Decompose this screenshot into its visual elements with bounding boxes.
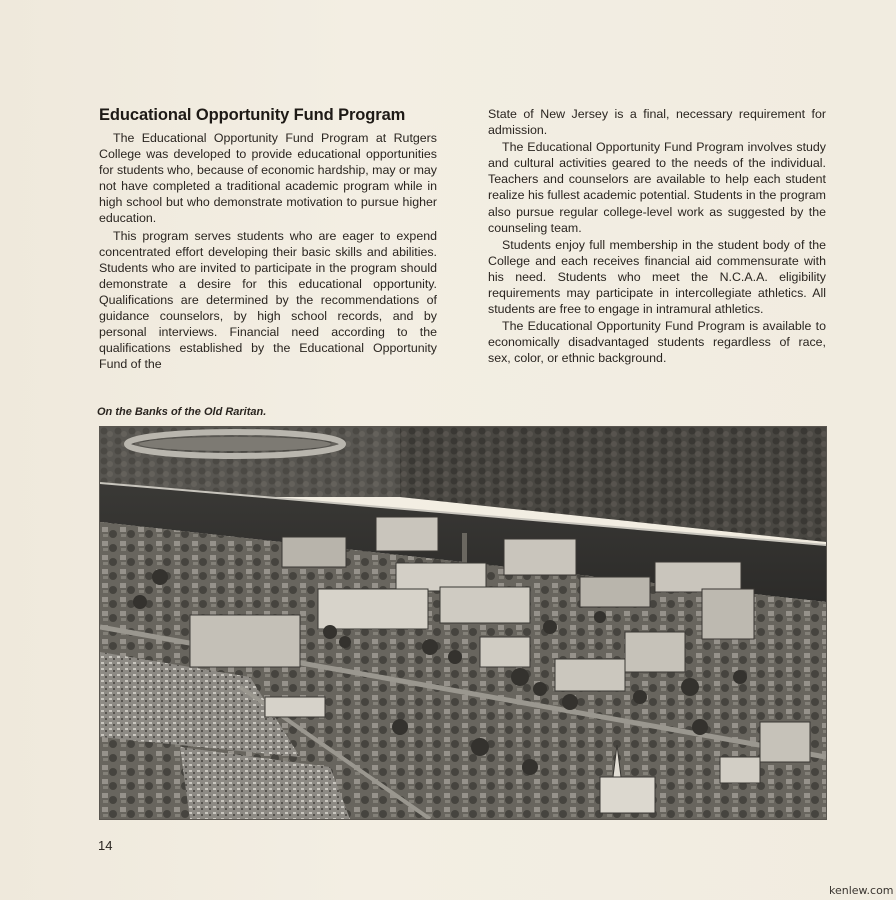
source-credit: kenlew.com [829, 884, 894, 897]
left-paragraph-2: This program serves students who are eager to expend concentrated effort developing their basic skills and abilities. Students who are invited to participate in the program should demonstrate a desire for this educational opportunity. Qualifications are determined by the recommendations of guidance counselors, by high school records, and by personal interviews. Financial need according to the qualifications established by the Educational Opportunity Fund of the [99, 228, 437, 372]
right-paragraph-3: Students enjoy full membership in the student body of the College and each receives financial aid commensurate with his need. Students who meet the N.C.A.A. eligibility requirements may participate in intercollegiate athletics. All students are free to engage in intramural athletics. [488, 237, 826, 317]
article-title: Educational Opportunity Fund Program [99, 106, 406, 124]
right-paragraph-1: State of New Jersey is a final, necessary requirement for admission. [488, 107, 826, 138]
left-paragraph-1: The Educational Opportunity Fund Program at Rutgers College was developed to provide educational opportunities for students who, because of economic hardship, may or may not have completed a traditional academic program while in high school but who demonstrate motivation to pursue higher education. [99, 131, 437, 226]
right-paragraph-4: The Educational Opportunity Fund Program is available to economically disadvantaged students regardless of race, sex, color, or ethnic background. [488, 319, 826, 366]
right-column [488, 106, 826, 368]
photo-caption: On the Banks of the Old Raritan. [97, 406, 267, 418]
right-paragraph-2: The Educational Opportunity Fund Program involves study and cultural activities geared to the needs of the individual. Teachers and counselors are available to help each student realize his fullest academic potential. Students in the program also pursue regular college-level work as suggested by the counseling team. [488, 140, 826, 235]
aerial-campus-photo [99, 426, 827, 820]
page-number: 14 [98, 838, 113, 853]
left-column [99, 130, 437, 373]
